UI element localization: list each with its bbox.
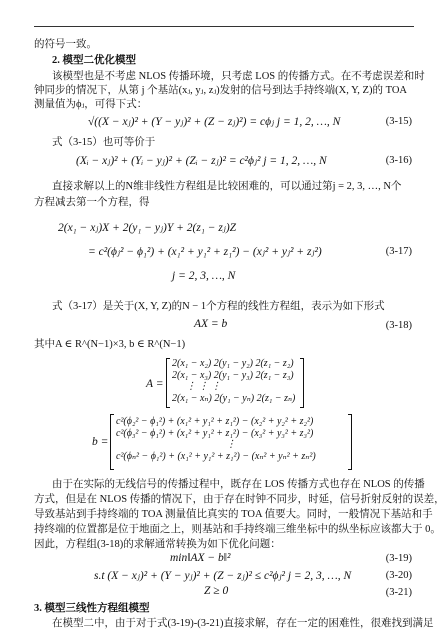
section-heading-model2: 2. 模型二优化模型 — [52, 55, 136, 66]
equation-3-17-rhs: = c²(ϕⱼ² − ϕ₁²) + (x₁² + y₁² + z₁²) − (xⱼ² + yⱼ² + zⱼ²) — [88, 246, 322, 258]
text-line: 该模型也是不考虑 NLOS 传播环境，只考虑 LOS 的传播方式。在不考虑误差和时 — [52, 71, 425, 82]
equation-3-21: Z ≥ 0 — [204, 585, 229, 597]
equation-3-19: min‖AX − b‖² — [170, 552, 231, 564]
text-line: 在模型二中，由于对于式(3-19)-(3-21)直接求解，存在一定的困难性，很难找到满足 — [52, 618, 434, 629]
equation-3-17-index: j = 2, 3, …, N — [172, 270, 236, 282]
text-line: 方程减去第一个方程，得 — [34, 197, 150, 208]
text-line: 直接求解以上的N维非线性方程组是比较困难的，可以通过第j = 2, 3, …, N个 — [52, 181, 402, 192]
text-line: 由于在实际的无线信号的传播过程中，既存在 LOS 传播方式也存在 NLOS 的传播 — [52, 479, 425, 490]
vector-b-row: c²(ϕ₃² − ϕ₁²) + (x₁² + y₁² + z₁²) − (x₃² + y₃² + z₃²) — [116, 427, 314, 439]
text-line: 导致基站到手持终端的 TOA 测量值比真实的 TOA 值要大。同时，一般情况下基站和手 — [34, 509, 433, 520]
text-line: 的符号一致。 — [34, 39, 97, 50]
matrix-a-row: 2(x₁ − x₃) 2(y₁ − y₃) 2(z₁ − z₃) — [172, 369, 294, 381]
matrix-a-left-bracket — [166, 358, 170, 408]
text-line: 其中A ∈ R^(N−1)×3, b ∈ R^(N−1) — [34, 339, 186, 350]
equation-number: (3-16) — [385, 155, 412, 166]
equation-number: (3-18) — [385, 320, 412, 331]
matrix-a-row: 2(x₁ − xₙ) 2(y₁ − yₙ) 2(z₁ − zₙ) — [172, 392, 296, 404]
equation-3-15: √((X − xⱼ)² + (Y − yⱼ)² + (Z − zⱼ)²) = cϕⱼ j = 1, 2, …, N — [88, 116, 341, 128]
equation-3-16: (Xᵢ − xⱼ)² + (Yᵢ − yⱼ)² + (Zᵢ − zⱼ)² = c²ϕⱼ² j = 1, 2, …, N — [76, 155, 327, 167]
text-line: 持终端的位置都是位于地面之上，则基站和手持终端三维坐标中的纵坐标应该都大于 0。 — [34, 524, 441, 535]
matrix-a-label: A = — [146, 378, 164, 390]
matrix-a — [172, 358, 295, 404]
vector-b-right-bracket — [348, 414, 352, 470]
text-line: 方式，但是在 NLOS 传播的情况下，由于存在时钟不同步，时延，信号折射反射的误差， — [34, 494, 445, 505]
equation-number: (3-15) — [385, 116, 412, 127]
equation-3-17-lhs: 2(x₁ − xⱼ)X + 2(y₁ − yⱼ)Y + 2(z₁ − zⱼ)Z — [58, 222, 237, 234]
header-rule — [34, 26, 414, 27]
equation-number: (3-17) — [385, 246, 412, 257]
vector-b — [116, 416, 316, 462]
text-line: 因此，方程组(3-18)的求解通常转换为如下优化问题： — [34, 539, 281, 550]
text-line: 式（3-15）也可等价于 — [52, 137, 156, 148]
equation-number: (3-21) — [385, 587, 412, 598]
matrix-a-row: ⋮ ⋮ ⋮ — [186, 381, 221, 392]
text-line: 测量值为ϕⱼ，可得下式： — [34, 99, 148, 110]
vector-b-label: b = — [92, 436, 109, 448]
equation-3-20: s.t (X − xⱼ)² + (Y − yⱼ)² + (Z − zⱼ)² ≤ c²ϕⱼ² j = 2, 3, …, N — [94, 570, 352, 582]
text-line: 式（3-17）是关于(X, Y, Z)的N − 1个方程的线性方程组，表示为如下形式 — [52, 301, 385, 312]
equation-3-18: AX = b — [194, 318, 228, 330]
matrix-a-right-bracket — [300, 358, 304, 408]
equation-number: (3-19) — [385, 553, 412, 564]
vector-b-row: c²(ϕₙ² − ϕ₁²) + (x₁² + y₁² + z₁²) − (xₙ² + yₙ² + zₙ²) — [116, 450, 316, 462]
matrix-a-row: 2(x₁ − x₂) 2(y₁ − y₂) 2(z₁ − z₂) — [172, 358, 294, 369]
section-heading-model3: 3. 模型三线性方程组模型 — [34, 603, 150, 614]
vector-b-row: c²(ϕ₂² − ϕ₁²) + (x₁² + y₁² + z₁²) − (x₂² + y₂² + z₂²) — [116, 416, 314, 427]
equation-number: (3-20) — [385, 570, 412, 581]
vector-b-row: ⋮ — [226, 439, 236, 450]
text-line: 钟同步的情况下，从第 j 个基站(xⱼ, yⱼ, zⱼ)发射的信号到达手持终端(X, Y, Z)的 TOA — [34, 85, 407, 96]
vector-b-left-bracket — [110, 414, 114, 470]
